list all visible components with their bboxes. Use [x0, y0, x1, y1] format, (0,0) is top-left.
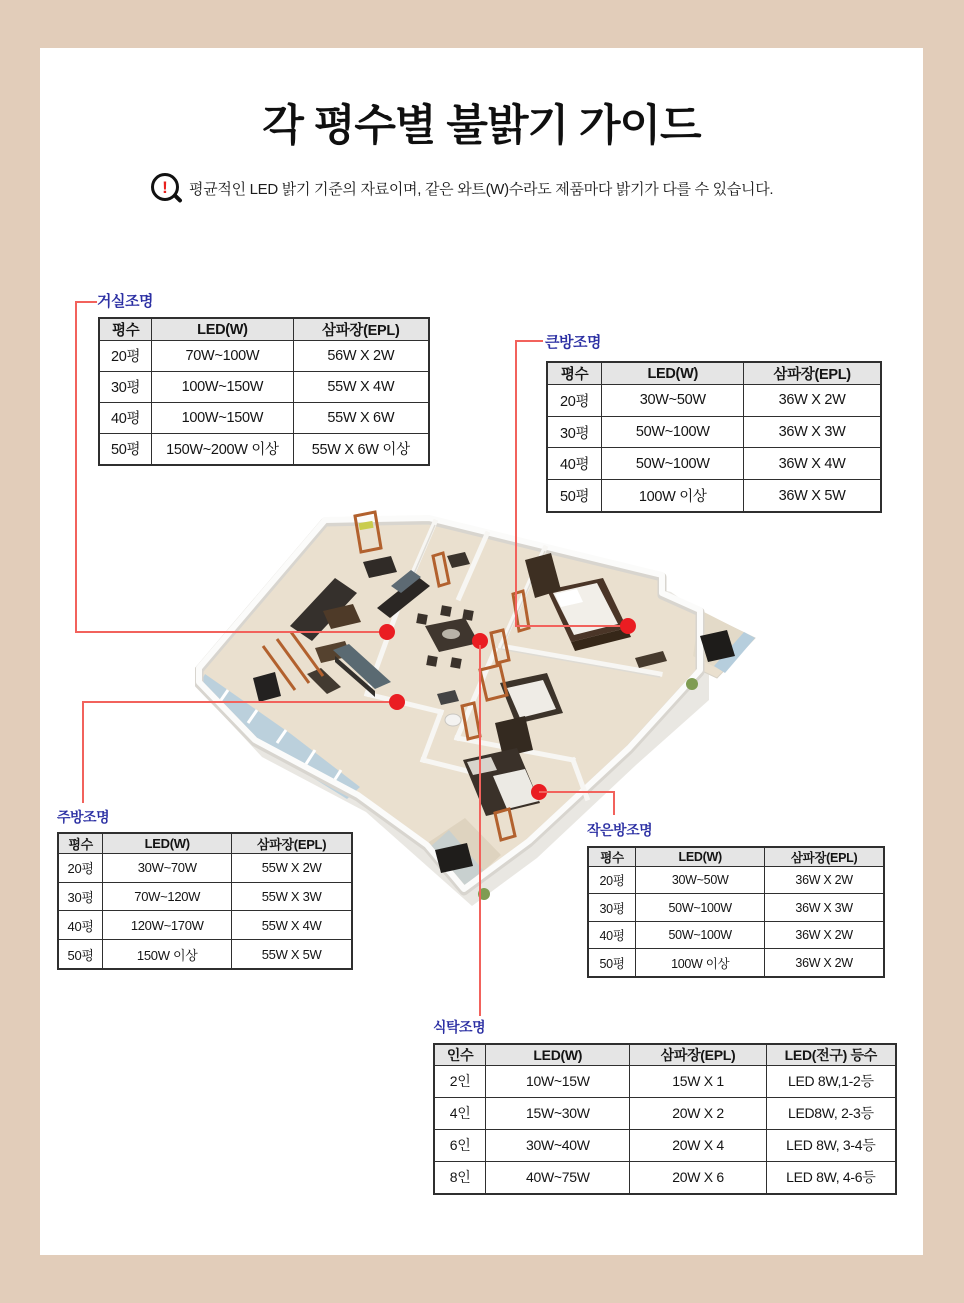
bigroom-connector-vertical: [515, 340, 517, 627]
exclamation-mark: !: [162, 177, 168, 197]
table-cell: 30평: [547, 416, 602, 448]
table-row: [434, 1097, 896, 1129]
table-cell: 120W~170W: [103, 911, 232, 940]
table-cell: 70W~100W: [152, 341, 293, 372]
table-cell: LED 8W,1-2등: [766, 1066, 896, 1098]
table-row: [547, 385, 881, 417]
table-cell: 55W X 4W: [293, 371, 429, 402]
dining-lighting-table: [433, 1043, 897, 1195]
table-cell: 55W X 2W: [232, 854, 352, 883]
table-row: [434, 1129, 896, 1161]
table-row: [58, 940, 352, 969]
table-cell: 100W 이상: [636, 949, 765, 977]
table-cell: 50평: [58, 940, 103, 969]
table-cell: 40W~75W: [486, 1161, 630, 1194]
table-header-cell: 인수: [434, 1044, 486, 1066]
kitchen-table-label: 주방조명: [57, 809, 110, 825]
table-header-cell: 삼파장(EPL): [232, 833, 352, 854]
table-header-cell: 삼파장(EPL): [630, 1044, 766, 1066]
table-header-cell: 평수: [58, 833, 103, 854]
table-cell: 10W~15W: [486, 1066, 630, 1098]
table-cell: 36W X 5W: [744, 480, 881, 512]
magnifier-exclamation-icon: [150, 172, 180, 204]
table-header-cell: LED(W): [636, 847, 765, 867]
table-row: [434, 1066, 896, 1098]
table-cell: 30W~50W: [602, 385, 744, 417]
table-cell: 30W~40W: [486, 1129, 630, 1161]
notice-text: 평균적인 LED 밝기 기준의 자료이며, 같은 와트(W)수라도 제품마다 밝기가 다를 수 있습니다.: [189, 180, 774, 198]
table-cell: 40평: [99, 402, 152, 433]
table-cell: 30평: [99, 371, 152, 402]
table-cell: 50W~100W: [636, 921, 765, 948]
table-row: [547, 480, 881, 512]
table-header-cell: LED(W): [602, 362, 744, 385]
table-cell: 55W X 6W 이상: [293, 433, 429, 465]
table-cell: 8인: [434, 1161, 486, 1194]
kitchen-dot: [389, 694, 405, 710]
table-cell: 20평: [58, 854, 103, 883]
table-header-cell: 평수: [99, 318, 152, 341]
table-cell: 30W~70W: [103, 854, 232, 883]
living-lighting-table: [98, 317, 430, 466]
dining-table-label: 식탁조명: [433, 1019, 486, 1035]
table-cell: 55W X 3W: [232, 882, 352, 911]
table-cell: 150W~200W 이상: [152, 433, 293, 465]
bigroom-dot: [620, 618, 636, 634]
table-header-cell: 삼파장(EPL): [744, 362, 881, 385]
table-cell: 100W~150W: [152, 371, 293, 402]
table-cell: 55W X 4W: [232, 911, 352, 940]
smallroom-connector-vertical: [613, 791, 615, 815]
table-cell: 50W~100W: [602, 448, 744, 480]
page-title: 각 평수별 불밝기 가이드: [262, 102, 701, 150]
table-cell: 20평: [99, 341, 152, 372]
table-cell: 40평: [547, 448, 602, 480]
table-row: [58, 854, 352, 883]
bigroom-connector-top: [515, 340, 543, 342]
table-cell: 36W X 4W: [744, 448, 881, 480]
table-row: [99, 371, 429, 402]
table-cell: 36W X 2W: [765, 949, 884, 977]
table-cell: 20평: [547, 385, 602, 417]
table-cell: 50평: [588, 949, 636, 977]
kitchen-connector-horizontal: [82, 701, 397, 703]
table-cell: 36W X 2W: [765, 921, 884, 948]
table-cell: 40평: [58, 911, 103, 940]
table-row: [99, 402, 429, 433]
table-row: [58, 911, 352, 940]
table-cell: LED 8W, 3-4등: [766, 1129, 896, 1161]
table-cell: LED8W, 2-3등: [766, 1097, 896, 1129]
dining-connector-vertical: [479, 645, 481, 1016]
table-cell: 100W 이상: [602, 480, 744, 512]
table-cell: 15W~30W: [486, 1097, 630, 1129]
living-room-dot: [379, 624, 395, 640]
table-cell: 40평: [588, 921, 636, 948]
table-cell: 2인: [434, 1066, 486, 1098]
kitchen-connector-vertical: [82, 701, 84, 803]
table-cell: 50평: [547, 480, 602, 512]
magnifier-handle: [172, 193, 183, 204]
table-row: [434, 1161, 896, 1194]
table-header-cell: 평수: [547, 362, 602, 385]
table-cell: 4인: [434, 1097, 486, 1129]
bigroom-lighting-table: [546, 361, 882, 513]
bigroom-connector-horizontal: [515, 625, 628, 627]
table-header-cell: LED(W): [152, 318, 293, 341]
table-cell: 70W~120W: [103, 882, 232, 911]
smallroom-connector-horizontal: [539, 791, 615, 793]
table-cell: 56W X 2W: [293, 341, 429, 372]
table-header-cell: 삼파장(EPL): [293, 318, 429, 341]
table-row: [99, 341, 429, 372]
table-cell: 30평: [58, 882, 103, 911]
kitchen-lighting-table: [57, 832, 353, 970]
table-header-cell: 삼파장(EPL): [765, 847, 884, 867]
table-cell: 15W X 1: [630, 1066, 766, 1098]
table-cell: 36W X 2W: [765, 867, 884, 894]
table-row: [588, 894, 884, 921]
table-cell: 20W X 2: [630, 1097, 766, 1129]
living-connector-vertical: [75, 301, 77, 632]
table-cell: 150W 이상: [103, 940, 232, 969]
smallroom-table-label: 작은방조명: [587, 822, 653, 838]
table-row: [588, 921, 884, 948]
table-header-cell: LED(전구) 등수: [766, 1044, 896, 1066]
table-cell: 20평: [588, 867, 636, 894]
table-row: [588, 949, 884, 977]
table-cell: 55W X 5W: [232, 940, 352, 969]
table-row: [547, 448, 881, 480]
table-cell: 36W X 2W: [744, 385, 881, 417]
living-connector-horizontal: [75, 631, 387, 633]
table-cell: 50W~100W: [602, 416, 744, 448]
notice-row: [150, 172, 850, 204]
table-cell: 36W X 3W: [744, 416, 881, 448]
smallroom-lighting-table: [587, 846, 885, 978]
table-row: [547, 416, 881, 448]
table-cell: 30W~50W: [636, 867, 765, 894]
table-header-cell: 평수: [588, 847, 636, 867]
table-cell: 50평: [99, 433, 152, 465]
table-cell: 20W X 6: [630, 1161, 766, 1194]
living-table-label: 거실조명: [97, 293, 153, 310]
table-header-cell: LED(W): [103, 833, 232, 854]
table-row: [58, 882, 352, 911]
table-cell: 100W~150W: [152, 402, 293, 433]
table-cell: 36W X 3W: [765, 894, 884, 921]
table-cell: 55W X 6W: [293, 402, 429, 433]
table-cell: 30평: [588, 894, 636, 921]
table-row: [588, 867, 884, 894]
table-cell: 20W X 4: [630, 1129, 766, 1161]
bigroom-table-label: 큰방조명: [545, 334, 601, 351]
table-cell: 6인: [434, 1129, 486, 1161]
living-connector-top: [75, 301, 97, 303]
plant-right: [686, 678, 698, 690]
table-cell: LED 8W, 4-6등: [766, 1161, 896, 1194]
table-header-cell: LED(W): [486, 1044, 630, 1066]
table-row: [99, 433, 429, 465]
table-cell: 50W~100W: [636, 894, 765, 921]
